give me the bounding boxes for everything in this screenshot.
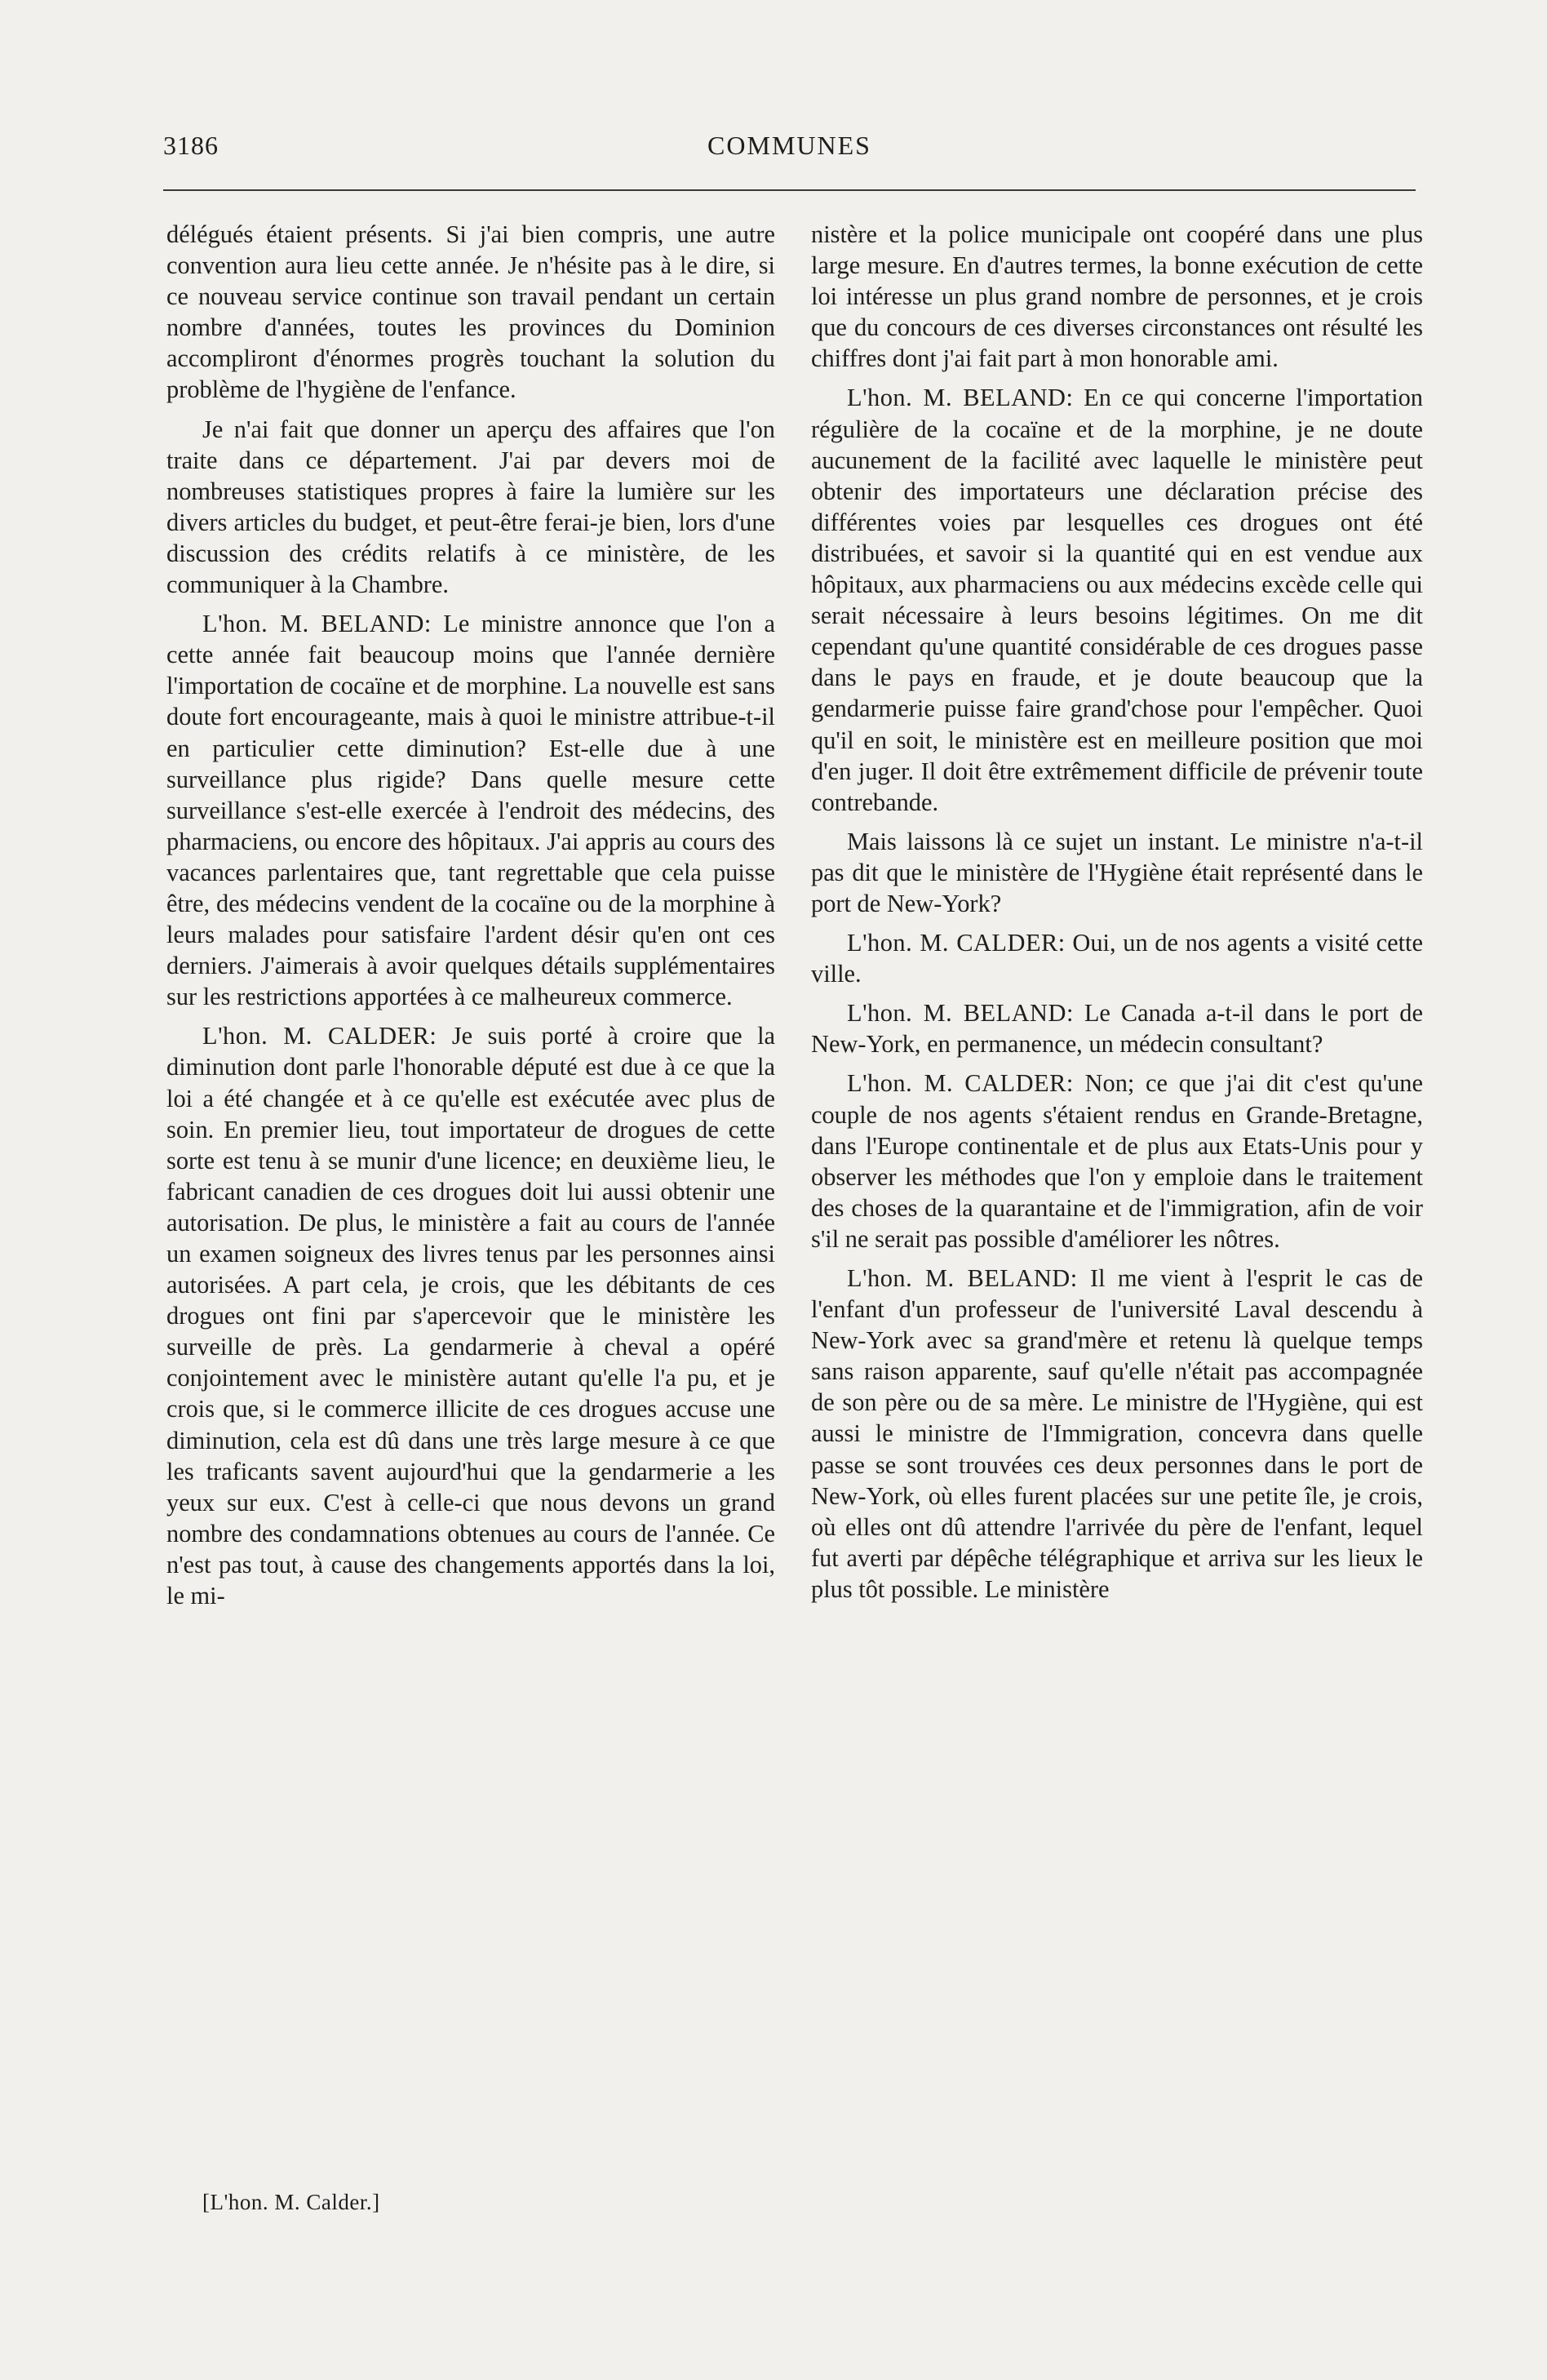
speaker-name: L'hon. M. BELAND: [202,610,432,638]
speaker-name: L'hon. M. BELAND: [847,384,1074,412]
footer-reference: [L'hon. M. Calder.] [202,2190,380,2214]
paragraph [166,1020,775,1611]
paragraph [811,382,1423,817]
speaker-name: L'hon. M. CALDER: [847,1069,1074,1098]
paragraph [811,219,1423,374]
speaker-name: L'hon. M. CALDER: [202,1022,437,1050]
paragraph-text: Non; ce que j'ai dit c'est qu'une couple de nos agents s'étaient rendus en Grande-Bretagne, dans l'Europe continentale et de plus aux Etats-Unis pour y observer les méthodes que l'on y emploie dans le traitement des choses de la quarantaine et de l'immigration, afin de voir s'il ne serait pas possible d'améliorer les nôtres. [811,1069,1423,1253]
running-head: COMMUNES [707,131,871,160]
paragraph [811,826,1423,919]
paragraph [811,1263,1423,1605]
paragraph-text: Oui, un de nos agents a visité cette ville. [811,929,1423,988]
paragraph-text: Il me vient à l'esprit le cas de l'enfant d'un professeur de l'université Laval descendu à New-York avec sa grand'mère et retenu là quelque temps sans raison apparente, sauf qu'elle n'était pas accompagnée de son père ou de sa mère. Le ministre de l'Hygiène, qui est aussi le ministre de l'Immigration, concevra dans quelle passe se sont trouvées ces deux personnes dans le port de New-York, où elles furent placées sur une petite île, je crois, où elles ont dû attendre l'arrivée du père de l'enfant, lequel fut averti par dépêche télégraphique et arriva sur les lieux le plus tôt possible. Le ministère [811,1264,1423,1603]
speaker-name: L'hon. M. BELAND: [847,1264,1078,1292]
paragraph [166,414,775,601]
paragraph-text: Le Canada a-t-il dans le port de New-York, en permanence, un médecin consultant? [811,999,1423,1059]
right-column [811,219,1423,1613]
paragraph [811,1068,1423,1254]
paragraph-text: Je n'ai fait que donner un aperçu des affaires que l'on traite dans ce département. J'ai par devers moi de nombreuses statistiques propres à faire la lumière sur les divers articles du budget, et peut-être ferai-je bien, lors d'une discussion des crédits relatifs à ce ministère, de les communiquer à la Chambre. [166,415,775,599]
paragraph-text: En ce qui concerne l'importation régulière de la cocaïne et de la morphine, je ne doute aucunement de la facilité avec laquelle le ministère peut obtenir des importateurs une déclaration précise des différentes voies par lesquelles ces drogues ont été distribuées, et savoir si la quantité qui en est vendue aux hôpitaux, aux pharmaciens ou aux médecins excède celle qui serait nécessaire à leurs besoins légitimes. On me dit cependant qu'une quantité considérable de ces drogues passe dans le pays en fraude, et je doute beaucoup que la gendarmerie puisse faire grand'chose pour l'empêcher. Quoi qu'il en soit, le ministère est en meilleure position que moi d'en juger. Il doit être extrêmement difficile de prévenir toute contrebande. [811,384,1423,816]
left-column [166,219,775,1619]
paragraph-text: Je suis porté à croire que la diminution dont parle l'honorable député est due à ce que la loi a été changée et à ce qu'elle est exécutée avec plus de soin. En premier lieu, tout importateur de drogues de cette sorte est tenu à se munir d'une licence; en deuxième lieu, le fabricant canadien de ces drogues doit lui aussi obtenir une autorisation. De plus, le ministère a fait au cours de l'année un examen soigneux des livres tenus par les personnes ainsi autorisées. A part cela, je crois, que les débitants de ces drogues ont fini par s'apercevoir que le ministère les surveille de près. La gendarmerie à cheval a opéré conjointement avec le ministère autant qu'elle l'a pu, et je crois que, si le commerce illicite de ces drogues accuse une diminution, cela est dû dans une très large mesure à ce que les traficants savent aujourd'hui que la gendarmerie a les yeux sur eux. C'est à celle-ci que nous devons un grand nombre des condamnations obtenues au cours de l'année. Ce n'est pas tout, à cause des changements apportés dans la loi, le mi- [166,1022,776,1610]
paragraph [166,608,775,1012]
header-rule [163,189,1416,191]
paragraph [811,927,1423,989]
speaker-name: L'hon. M. CALDER: [847,929,1066,957]
speaker-name: L'hon. M. BELAND: [847,999,1074,1028]
paragraph [811,997,1423,1059]
paragraph-text: délégués étaient présents. Si j'ai bien compris, une autre convention aura lieu cette année. Je n'hésite pas à le dire, si ce nouveau service continue son travail pendant un certain nombre d'années, toutes les provinces du Dominion accompliront d'énormes progrès touchant la solution du problème de l'hygiène de l'enfance. [166,220,775,404]
page-header [163,131,1416,167]
paragraph-text: Mais laissons là ce sujet un instant. Le ministre n'a-t-il pas dit que le ministère de l'Hygiène était représenté dans le port de New-York? [811,827,1423,917]
paragraph [166,219,775,406]
paragraph-text: nistère et la police municipale ont coopéré dans une plus large mesure. En d'autres termes, la bonne exécution de cette loi intéresse un plus grand nombre de personnes, et je crois que du concours de ces diverses circonstances ont résulté les chiffres dont j'ai fait part à mon honorable ami. [811,220,1423,373]
page-number: 3186 [163,131,219,160]
paragraph-text: Le ministre annonce que l'on a cette année fait beaucoup moins que l'année dernière l'importation de cocaïne et de morphine. La nouvelle est sans doute fort encourageante, mais à quoi le ministre attribue-t-il en particulier cette diminution? Est-elle due à une surveillance plus rigide? Dans quelle mesure cette surveillance s'est-elle exercée à l'endroit des médecins, des pharmaciens, ou encore des hôpitaux. J'ai appris au cours des vacances parlentaires que, tant regrettable que cela puisse être, des médecins vendent de la cocaïne ou de la morphine à leurs malades pour satisfaire l'ardent désir qu'en ont ces derniers. J'aimerais à avoir quelques détails supplémentaires sur les restrictions apportées à ce malheureux commerce. [166,610,775,1011]
